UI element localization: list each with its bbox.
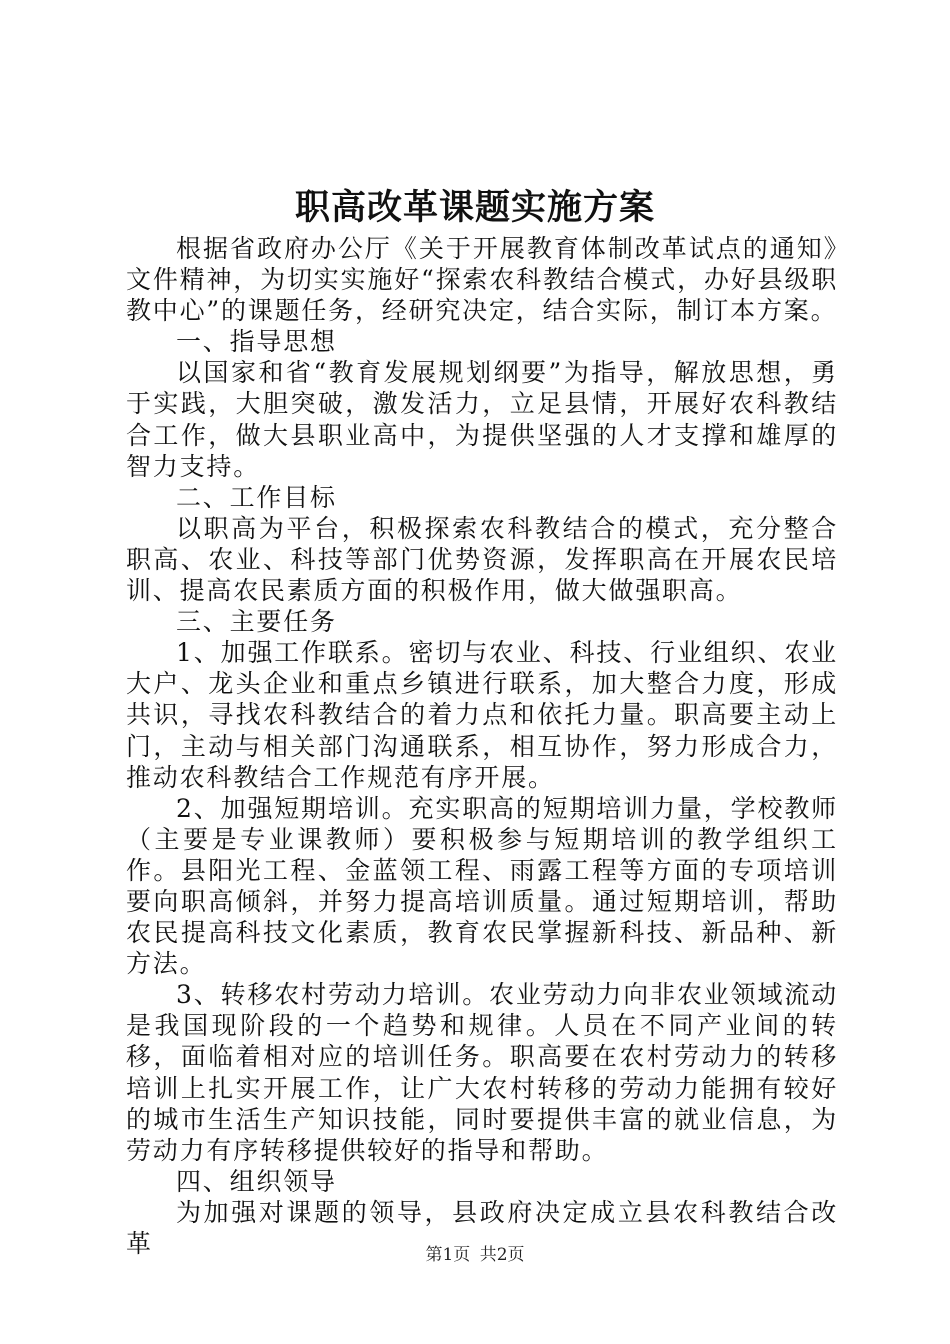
paragraph-task-1: 1、加强工作联系。密切与农业、科技、行业组织、农业大户、龙头企业和重点乡镇进行联系，加大整合力度，形成共识，寻找农科教结合的着力点和依托力量。职高要主动上门，主动与相关部门沟通联系，相互协作，努力形成合力，推动农科教结合工作规范有序开展。	[126, 638, 838, 792]
section-heading-work-goals: 二、工作目标	[176, 482, 337, 512]
paragraph-organization: 为加强对课题的领导，县政府决定成立县农科教结合改革	[126, 1197, 838, 1258]
page-footer	[0, 1244, 950, 1266]
section-heading-main-tasks: 三、主要任务	[176, 607, 337, 637]
document-title: 职高改革课题实施方案	[294, 187, 655, 228]
paragraph-task-3: 3、转移农村劳动力培训。农业劳动力向非农业领域流动是我国现阶段的一个趋势和规律。人员在不同产业间的转移，面临着相对应的培训任务。职高要在农村劳动力的转移培训上扎实开展工作，让广大农村转移的劳动力能拥有较好的城市生活生产知识技能，同时要提供丰富的就业信息，为劳动力有序转移提供较好的指导和帮助。	[126, 980, 838, 1165]
paragraph-work-goals: 以职高为平台，积极探索农科教结合的模式，充分整合职高、农业、科技等部门优势资源，发挥职高在开展农民培训、提高农民素质方面的积极作用，做大做强职高。	[126, 513, 838, 606]
paragraph-task-2: 2、加强短期培训。充实职高的短期培训力量，学校教师（主要是专业课教师）要积极参与短期培训的教学组织工作。县阳光工程、金蓝领工程、雨露工程等方面的专项培训要向职高倾斜，并努力提高培训质量。通过短期培训，帮助农民提高科技文化素质，教育农民掌握新科技、新品种、新方法。	[126, 793, 838, 979]
paragraph-intro: 根据省政府办公厅《关于开展教育体制改革试点的通知》文件精神，为切实实施好“探索农科教结合模式，办好县级职教中心”的课题任务，经研究决定，结合实际，制订本方案。	[126, 234, 838, 326]
page-number: 第1页	[425, 1245, 471, 1265]
paragraph-guiding-ideology: 以国家和省“教育发展规划纲要”为指导，解放思想，勇于实践，大胆突破，激发活力，立足县情，开展好农科教结合工作，做大县职业高中，为提供坚强的人才支撑和雄厚的智力支持。	[126, 358, 838, 481]
document-body	[126, 233, 838, 1259]
page-total: 共2页	[479, 1245, 525, 1265]
section-heading-organization: 四、组织领导	[176, 1166, 337, 1196]
section-heading-guiding-ideology: 一、指导思想	[176, 327, 337, 357]
